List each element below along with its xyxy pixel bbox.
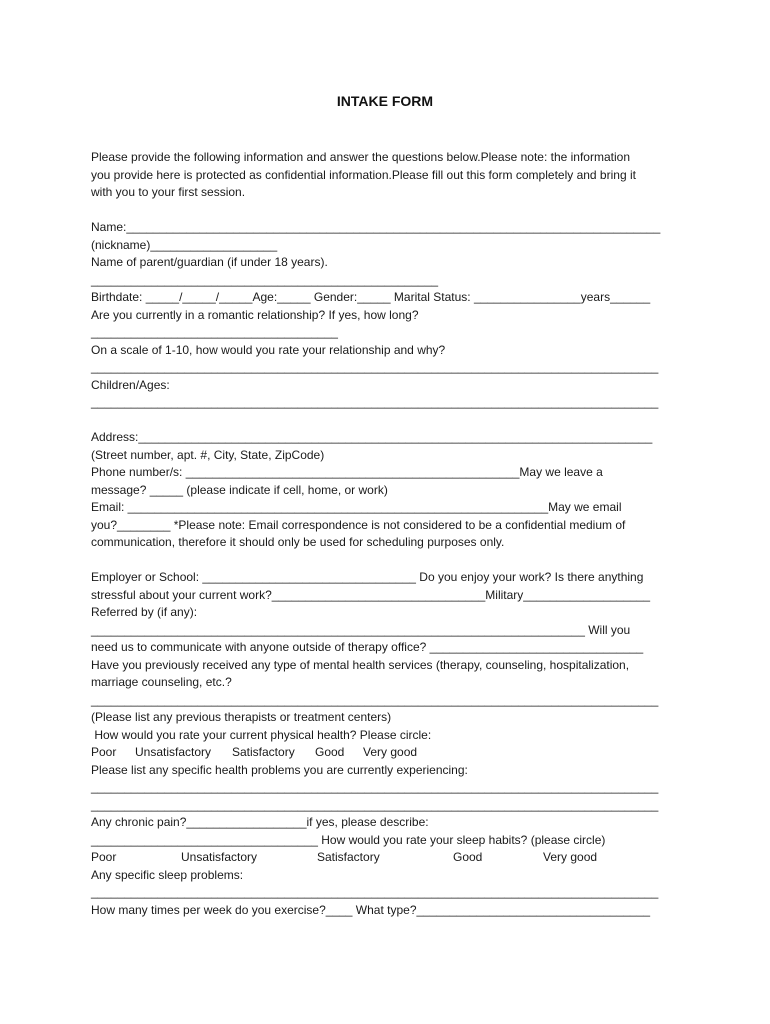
- referred-label: Referred by (if any):: [91, 605, 198, 619]
- sleep-option-good[interactable]: Good: [453, 850, 483, 864]
- contact-section: [91, 429, 691, 552]
- chronic-pain-field[interactable]: Any chronic pain?__________________if yes, please describe:: [91, 815, 429, 829]
- history-section: [91, 569, 691, 744]
- sleep-option-satisfactory[interactable]: Satisfactory: [317, 850, 380, 864]
- form-content: [91, 149, 691, 919]
- relationship-rating-question: On a scale of 1-10, how would you rate your relationship and why?: [91, 342, 446, 357]
- email-consent-field[interactable]: you?________ *Please note: Email correspondence is not considered to be a confidential medium of: [91, 517, 626, 532]
- health-problems-field[interactable]: _____________________________________________________________________________________: [91, 780, 659, 794]
- therapists-hint: (Please list any previous therapists or treatment centers): [91, 710, 392, 724]
- phone-field[interactable]: Phone number/s: __________________________________________________May we leave a: [91, 465, 603, 479]
- health-option-poor[interactable]: Poor: [91, 745, 117, 759]
- relationship-field[interactable]: _____________________________________: [91, 325, 338, 339]
- sleep-option-unsatisfactory[interactable]: Unsatisfactory: [181, 850, 258, 864]
- email-field[interactable]: Email: _______________________________________________________________May we email: [91, 500, 622, 514]
- intro-paragraph: [91, 149, 691, 202]
- guardian-field[interactable]: ____________________________________________________: [91, 272, 439, 287]
- health-problems-field[interactable]: _____________________________________________________________________________________: [91, 797, 659, 812]
- spacer: [91, 202, 691, 220]
- birthdate-row[interactable]: Birthdate: _____/_____/_____Age:_____ Gender:_____ Marital Status: ________________years______: [91, 290, 651, 304]
- relationship-question: Are you currently in a romantic relationship? If yes, how long?: [91, 307, 419, 322]
- intro-line: with you to your first session.: [91, 185, 246, 199]
- relationship-rating-field[interactable]: _____________________________________________________________________________________: [91, 360, 659, 374]
- sleep-habits-row[interactable]: __________________________________ How would you rate your sleep habits? (please circle): [91, 832, 606, 847]
- referred-field[interactable]: __________________________________________________________________________ Will you: [91, 622, 631, 637]
- sleep-option-very-good[interactable]: Very good: [543, 850, 598, 864]
- sleep-option-poor[interactable]: Poor: [91, 850, 117, 864]
- closing-section: [91, 867, 691, 920]
- health-problems-question: Please list any specific health problems you are currently experiencing:: [91, 762, 468, 777]
- sleep-problems-field[interactable]: _____________________________________________________________________________________: [91, 885, 659, 899]
- children-label: Children/Ages:: [91, 377, 170, 392]
- sleep-problems-label: Any specific sleep problems:: [91, 867, 244, 882]
- intro-line: Please provide the following information and answer the questions below.Please note: the information: [91, 150, 630, 164]
- exercise-field[interactable]: How many times per week do you exercise?____ What type?___________________________________: [91, 902, 651, 917]
- children-field[interactable]: _____________________________________________________________________________________: [91, 395, 659, 409]
- employer-field[interactable]: Employer or School: ________________________________ Do you enjoy your work? Is there anything: [91, 570, 644, 584]
- mental-health-question-cont: marriage counseling, etc.?: [91, 675, 232, 689]
- work-stress-field[interactable]: stressful about your current work?________________________________Military___________________: [91, 587, 651, 602]
- mental-health-field[interactable]: _____________________________________________________________________________________: [91, 692, 659, 707]
- page-title: INTAKE FORM: [336, 93, 434, 109]
- mental-health-question: Have you previously received any type of mental health services (therapy, counseling, hospitalization,: [91, 657, 630, 672]
- health-option-good[interactable]: Good: [315, 745, 345, 759]
- health-rating-options: [91, 744, 691, 762]
- nickname-field[interactable]: (nickname)___________________: [91, 237, 278, 252]
- personal-section: [91, 219, 691, 412]
- email-note: communication, therefore it should only be used for scheduling purposes only.: [91, 535, 505, 549]
- health-option-very-good[interactable]: Very good: [363, 745, 418, 759]
- guardian-label: Name of parent/guardian (if under 18 years).: [91, 255, 328, 269]
- address-hint: (Street number, apt. #, City, State, ZipCode): [91, 447, 325, 462]
- physical-health-question: How would you rate your current physical health? Please circle:: [91, 727, 432, 742]
- health-option-satisfactory[interactable]: Satisfactory: [232, 745, 295, 759]
- spacer: [91, 552, 691, 570]
- name-field[interactable]: Name:________________________________________________________________________________: [91, 220, 661, 234]
- sleep-rating-options: [91, 849, 691, 867]
- health-problems-section: [91, 762, 691, 850]
- spacer: [91, 412, 691, 430]
- health-option-unsatisfactory[interactable]: Unsatisfactory: [135, 745, 212, 759]
- intro-line: you provide here is protected as confidential information.Please fill out this form completely and bring it: [91, 167, 636, 182]
- outside-contact-field[interactable]: need us to communicate with anyone outside of therapy office? ________________________________: [91, 640, 644, 654]
- address-field[interactable]: Address:_____________________________________________________________________________: [91, 430, 653, 444]
- message-field[interactable]: message? _____ (please indicate if cell, home, or work): [91, 482, 388, 497]
